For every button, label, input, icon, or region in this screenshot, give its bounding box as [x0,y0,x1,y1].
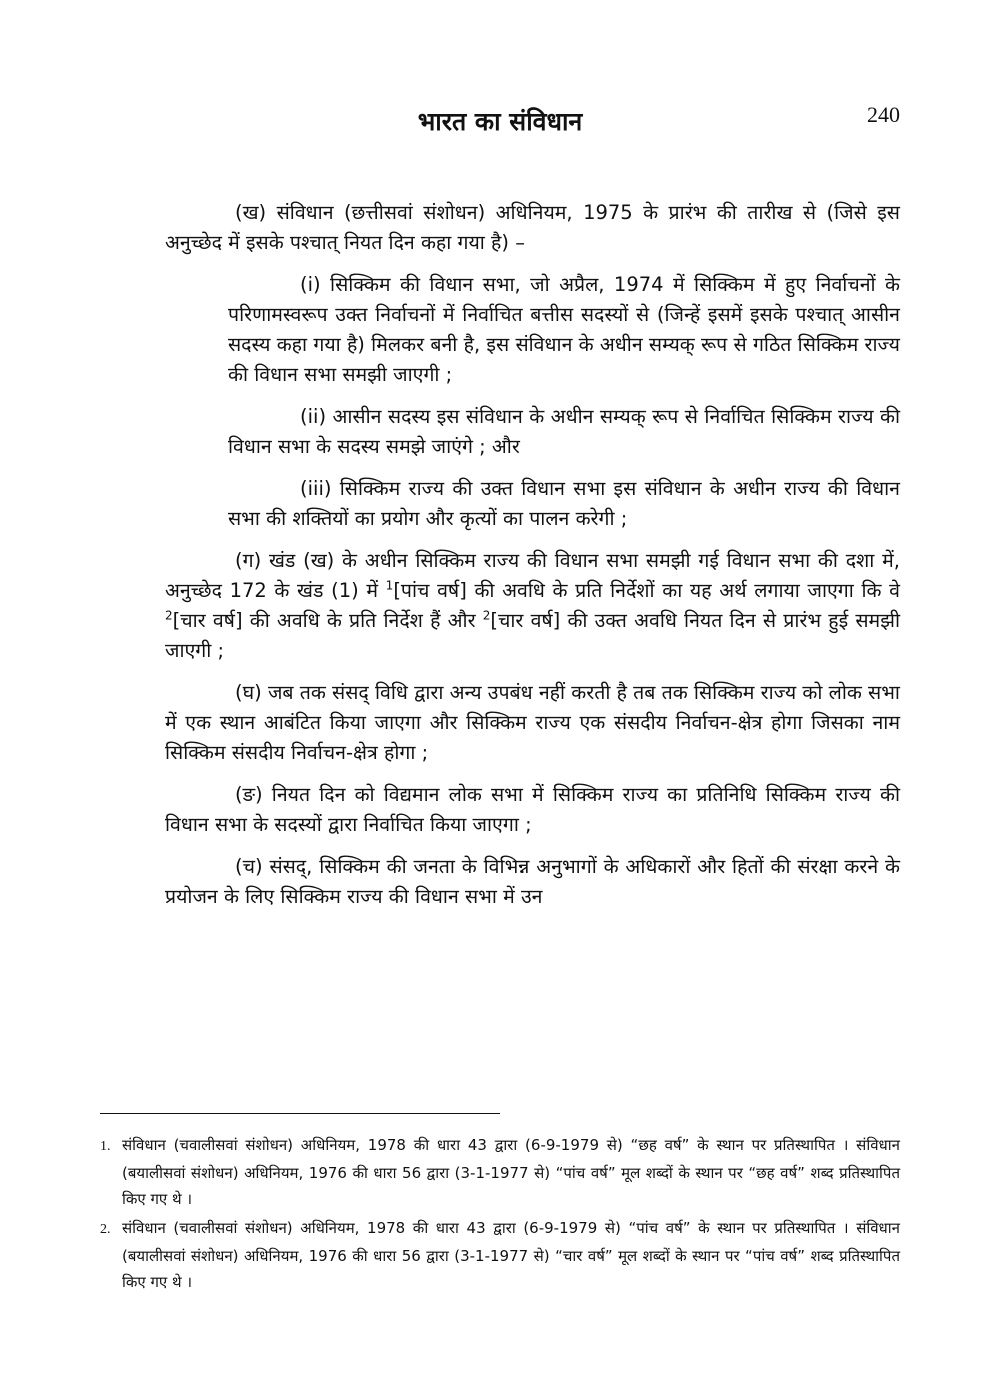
sub-clause-iii: (iii) सिक्किम राज्य की उक्त विधान सभा इस संविधान के अधीन राज्य की विधान सभा की शक्तियों का प्रयोग और कृत्यों का पालन करेगी ; [228,477,900,530]
clause-ga-text-4: [चार वर्ष] की उक्त अवधि नियत दिन से प्रारंभ हुई समझी जाएगी ; [165,609,900,662]
clause-nga: (ङ) नियत दिन को विद्यमान लोक सभा में सिक्किम राज्य का प्रतिनिधि सिक्किम राज्य की विधान सभा के सदस्यों द्वारा निर्वाचित किया जाएगा ; [165,783,900,836]
sub-clause-ii: (ii) आसीन सदस्य इस संविधान के अधीन सम्यक् रूप से निर्वाचित सिक्किम राज्य की विधान सभा के सदस्य समझे जाएंगे ; और [228,405,900,458]
footnote-1 [100,1132,900,1212]
page-number: 240 [867,102,900,127]
footnote-marker-1: 1 [385,578,394,593]
footnotes [100,1132,900,1298]
footnote-text: संविधान (चवालीसवां संशोधन) अधिनियम, 1978 की धारा 43 द्वारा (6-9-1979 से) “छह वर्ष” के स्थान पर प्रतिस्थापित । संविधान (बयालीसवां संशोधन) अधिनियम, 1976 की धारा 56 द्वारा (3-1-1977 से) “पांच वर्ष” मूल शब्दों के स्थान पर “छह वर्ष” शब्द प्रतिस्थापित किए गए थे । [122,1136,900,1208]
clause-ga-text-3: [चार वर्ष] की अवधि के प्रति निर्देश हैं और [172,609,483,632]
footnote-number: 1. [100,1139,111,1154]
clause-ga-text-2: [पांच वर्ष] की अवधि के प्रति निर्देशों का यह अर्थ लगाया जाएगा कि वे [393,579,900,602]
page-header [0,100,1000,150]
sub-clause-i: (i) सिक्किम की विधान सभा, जो अप्रैल, 1974 में सिक्किम में हुए निर्वाचनों के परिणामस्वरूप उक्त निर्वाचनों में निर्वाचित बत्तीस सदस्यों से (जिन्हें इसमें इसके पश्चात् आसीन सदस्य कहा गया है) मिलकर बनी है, इस संविधान के अधीन सम्यक् रूप से गठित सिक्किम राज्य की विधान सभा समझी जाएगी ; [228,273,900,386]
clause-ga [165,546,900,666]
clause-cha: (च) संसद्, सिक्किम की जनता के विभिन्न अनुभागों के अधिकारों और हितों की संरक्षा करने के प्रयोजन के लिए सिक्किम राज्य की विधान सभा में उन [165,855,900,908]
footnote-separator [100,1113,500,1114]
footnote-2 [100,1215,900,1295]
footnote-marker-2: 2 [165,608,173,623]
clause-ga-text-1: (ग) खंड (ख) के अधीन सिक्किम राज्य की विधान सभा समझी गई विधान सभा की दशा में, अनुच्छेद 172 के खंड (1) में [165,549,900,602]
clause-kha: (ख) संविधान (छत्तीसवां संशोधन) अधिनियम, 1975 के प्रारंभ की तारीख से (जिसे इस अनुच्छेद में इसके पश्चात् नियत दिन कहा गया है) – [165,201,900,254]
clause-gha: (घ) जब तक संसद् विधि द्वारा अन्य उपबंध नहीं करती है तब तक सिक्किम राज्य को लोक सभा में एक स्थान आबंटित किया जाएगा और सिक्किम राज्य एक संसदीय निर्वाचन-क्षेत्र होगा जिसका नाम सिक्किम संसदीय निर्वाचन-क्षेत्र होगा ; [165,681,900,764]
footnote-number: 2. [100,1222,111,1237]
footnote-text: संविधान (चवालीसवां संशोधन) अधिनियम, 1978 की धारा 43 द्वारा (6-9-1979 से) “पांच वर्ष” के स्थान पर प्रतिस्थापित । संविधान (बयालीसवां संशोधन) अधिनियम, 1976 की धारा 56 द्वारा (3-1-1977 से) “चार वर्ष” मूल शब्दों के स्थान पर “पांच वर्ष” शब्द प्रतिस्थापित किए गए थे । [122,1219,900,1291]
main-text [165,198,900,924]
page-title: भारत का संविधान [417,107,583,136]
footnote-marker-2-repeat: 2 [482,608,491,623]
